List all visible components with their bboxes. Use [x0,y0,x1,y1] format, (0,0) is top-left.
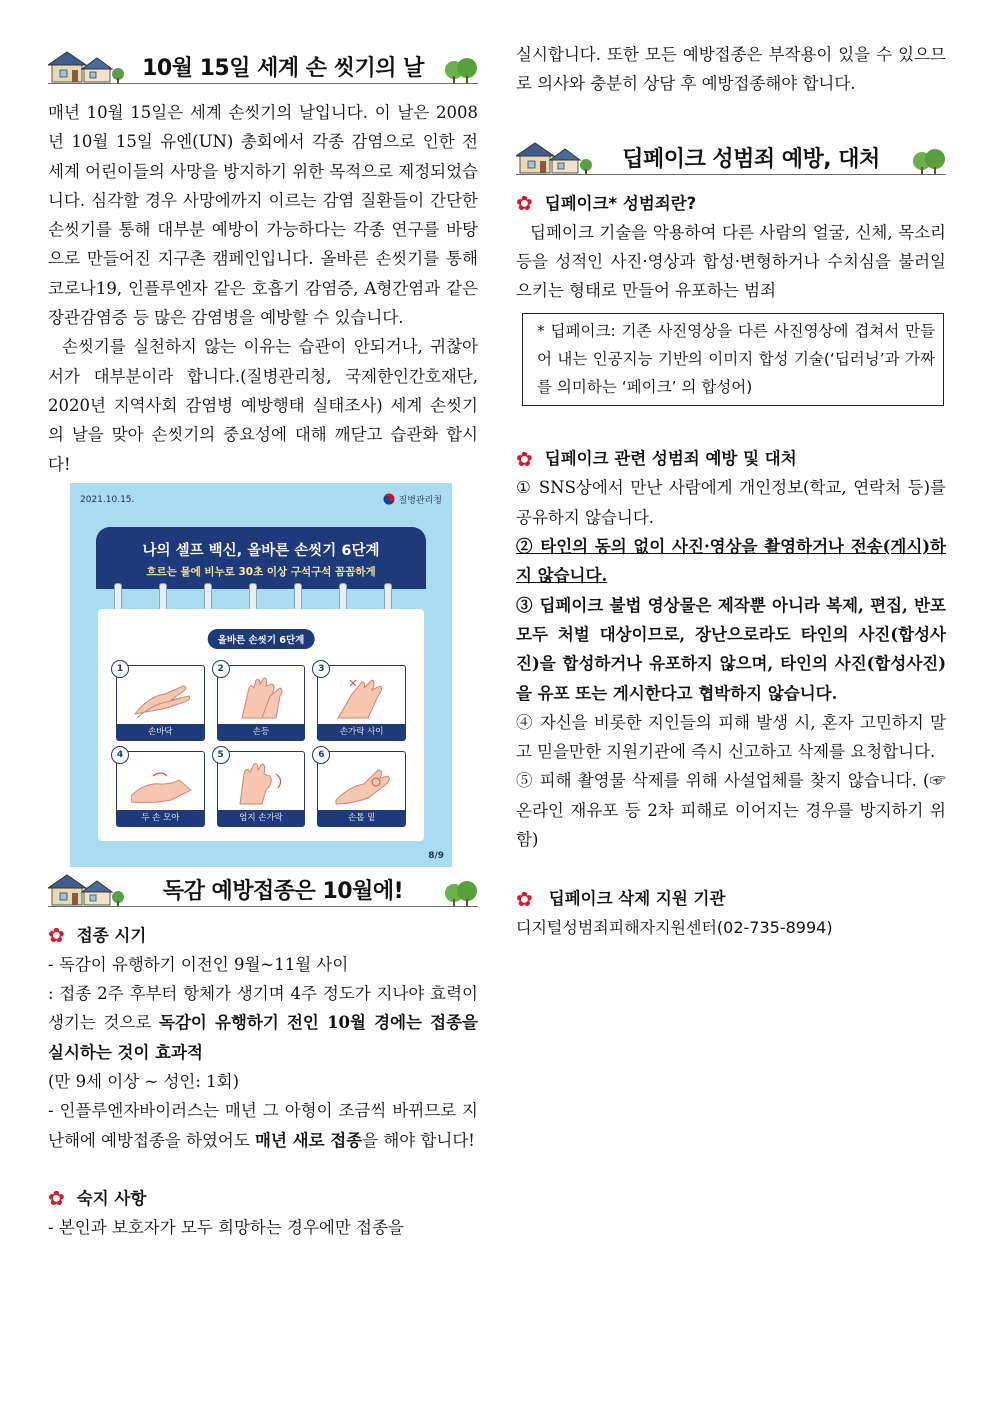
heading-rule [48,906,478,907]
handwashing-paragraph-1: 매년 10월 15일은 세계 손씻기의 날입니다. 이 날은 2008년 10월 15일 유엔(UN) 총회에서 각종 감염으로 인한 전 세계 어린이들의 사망을 방지하기 위한 목적으로 제정되었습니다. 심각할 경우 사망에까지 이르는 감염 질환들이 간단한 손씻기를 통해 대부분 예방이 가능하다는 각종 연구를 바탕으로 만들어진 지구촌 캠페인입니다. 올바른 손씻기를 통해 코로나19, 인플루엔자 같은 호흡기 감염증, A형간염과 같은 장관감염증 등 많은 감염병을 예방할 수 있습니다. [48,103,478,328]
infographic-org-name: 질병관리청 [398,495,442,506]
step-number: 3 [312,660,330,678]
spacer [516,414,946,444]
subheading-text: 접종 시기 [76,925,147,945]
house-icon [516,141,592,175]
step-number: 5 [212,746,230,764]
flu-line-5: - 본인과 보호자가 모두 희망하는 경우에만 접종을 [48,1217,404,1237]
step-6 [317,751,406,827]
ring [159,583,167,611]
step-2 [217,665,306,741]
ring [204,583,212,611]
hands-fingers-icon [332,674,394,720]
step-label: 엄지 손가락 [218,810,305,826]
flu-line-1: - 독감이 유행하기 이전인 9월~11월 사이 [48,954,349,974]
taegeuk-icon [383,493,395,505]
section-heading-flu [48,871,478,911]
deepfake-footnote-box: * 딥페이크: 기존 사진영상을 다른 사진영상에 겹쳐서 만들어 내는 인공지능 기반의 이미지 합성 기술(‘딥러닝’과 가짜를 의미하는 ‘페이크’ 의 합성어) [522,313,944,406]
flu-line-2-text: : 접종 2주 후부터 항체가 생기며 4주 정도가 지나야 효력이 생기는 것으로 [48,984,478,1033]
heading-rule [516,174,946,175]
subheading-text: 딥페이크 삭제 지원 기관 [548,889,726,909]
flu-line-2 [48,979,478,1067]
flu-line-4-text: - 인플루엔자바이러스는 매년 그 아형이 조금씩 바뀌므로 지난해에 예방접종을 하였어도 [48,1101,478,1150]
tree-icon [912,147,946,175]
spacer [516,99,946,131]
step-label: 손가락 사이 [318,724,405,740]
handwashing-infographic [70,483,452,867]
hands-nails-icon [332,760,394,806]
step-number: 1 [111,660,129,678]
section-title: 딥페이크 성범죄 예방, 대처 [622,146,880,172]
infographic-banner [96,527,426,589]
step-5 [217,751,306,827]
flu-subheading-timing [48,921,478,950]
subheading-text: 딥페이크* 성범죄란? [544,193,697,213]
subheading-text: 숙지 사항 [76,1188,147,1208]
section-heading-handwashing [48,48,478,88]
steps-grid [116,665,406,827]
steps-pill: 올바른 손씻기 6단계 [208,629,315,649]
prevention-item-2: ② 타인의 동의 없이 사진·영상을 촬영하거나 전송(게시)하지 않습니다. [516,537,946,586]
flu-line-4 [48,1096,478,1155]
step-label: 손바닥 [117,724,204,740]
flu-line-3: (만 9세 이상 ~ 성인: 1회) [48,1072,240,1092]
hands-palm-icon [131,674,193,720]
ring [294,583,302,611]
prevention-item-1: ① SNS상에서 만난 사람에게 개인정보(학교, 연락처 등)를 공유하지 않습니다. [516,478,946,527]
deepfake-subheading-support [516,884,946,913]
section-title: 독감 예방접종은 10월에! [162,878,404,904]
tree-icon [444,56,478,84]
flu-line-4-end: 을 해야 합니다! [362,1130,475,1150]
left-column [48,40,478,1242]
flower-icon: ✿ [48,923,65,948]
hands-back-icon [232,674,294,720]
hands-thumb-icon [232,760,294,806]
step-number: 2 [212,660,230,678]
infographic-date: 2021.10.15. [80,494,135,505]
infographic-subtitle: 흐르는 물에 비누로 30초 이상 구석구석 꼼꼼하게 [146,565,376,578]
flu-subheading-notes [48,1184,478,1213]
subheading-text: 딥페이크 관련 성범죄 예방 및 대처 [544,449,797,469]
infographic-page: 8/9 [428,850,444,861]
prevention-item-5: ⑤ 피해 촬영물 삭제를 위해 사설업체를 찾지 않습니다. (☞ 온라인 재유포 등 2차 피해로 이어지는 경우를 방지하기 위함) [516,771,946,850]
flower-icon: ✿ [48,1186,65,1211]
ring [339,583,347,611]
deepfake-subheading-prevention [516,444,946,473]
infographic-org [383,493,442,506]
flower-icon: ✿ [516,446,533,471]
support-organization: 디지털성범죄피해자지원센터(02-735-8994) [516,918,833,938]
heading-rule [48,83,478,84]
house-icon [48,873,124,907]
handwashing-paragraph-2: 손씻기를 실천하지 않는 이유는 습관이 안되거나, 귀찮아서가 대부분이라 합니다.(질병관리청, 국제한인간호재단, 2020년 지역사회 감염병 예방행태 실태조사) 세계 손씻기의 날을 맞아 손씻기의 중요성에 대해 깨닫고 습관화 합시다! [48,337,478,474]
prevention-item-4: ④ 자신을 비롯한 지인들의 피해 발생 시, 혼자 고민하지 말고 믿을만한 지원기관에 즉시 신고하고 삭제를 요청합니다. [516,712,946,762]
section-heading-deepfake [516,139,946,179]
step-label: 손톱 밑 [318,810,405,826]
deepfake-definition: 딥페이크 기술을 악용하여 다른 사람의 얼굴, 신체, 목소리 등을 성적인 사진·영상과 합성·변형하거나 수치심을 불러일으키는 형태로 만들어 유포하는 범죄 [516,222,946,301]
ring [249,583,257,611]
flu-continued: 실시합니다. 또한 모든 예방접종은 부작용이 있을 수 있으므로 의사와 충분히 상담 후 예방접종해야 합니다. [516,45,946,94]
house-icon [48,50,124,84]
flower-icon: ✿ [516,886,533,911]
step-3 [317,665,406,741]
step-1 [116,665,205,741]
calendar-rings [96,583,426,611]
ring [384,583,392,611]
step-label: 두 손 모아 [117,810,204,826]
hands-together-icon [131,760,193,806]
right-column [516,40,946,943]
flu-line-2-bold: 독감이 유행하기 전인 10월 경에는 접종을 실시하는 것이 효과적 [48,1013,478,1062]
spacer [48,1155,478,1184]
prevention-item-3: ③ 딥페이크 불법 영상물은 제작뿐 아니라 복제, 편집, 반포 모두 처벌 대상이므로, 장난으로라도 타인의 사진(합성사진)을 합성하거나 유포하지 않으며, 타인의 사진(합성사진)을 유포 또는 게시한다고 협박하지 않습니다. [516,595,946,703]
flower-icon: ✿ [516,191,533,216]
flu-line-4-bold: 매년 새로 접종 [255,1130,363,1150]
tree-icon [444,879,478,907]
step-4 [116,751,205,827]
infographic-board [98,609,424,841]
step-number: 6 [312,746,330,764]
deepfake-subheading-definition [516,189,946,218]
step-label: 손등 [218,724,305,740]
section-title: 10월 15일 세계 손 씻기의 날 [142,56,424,81]
ring [114,583,122,611]
spacer [516,854,946,884]
infographic-title: 나의 셀프 백신, 올바른 손씻기 6단계 [142,542,380,559]
step-number: 4 [111,746,129,764]
